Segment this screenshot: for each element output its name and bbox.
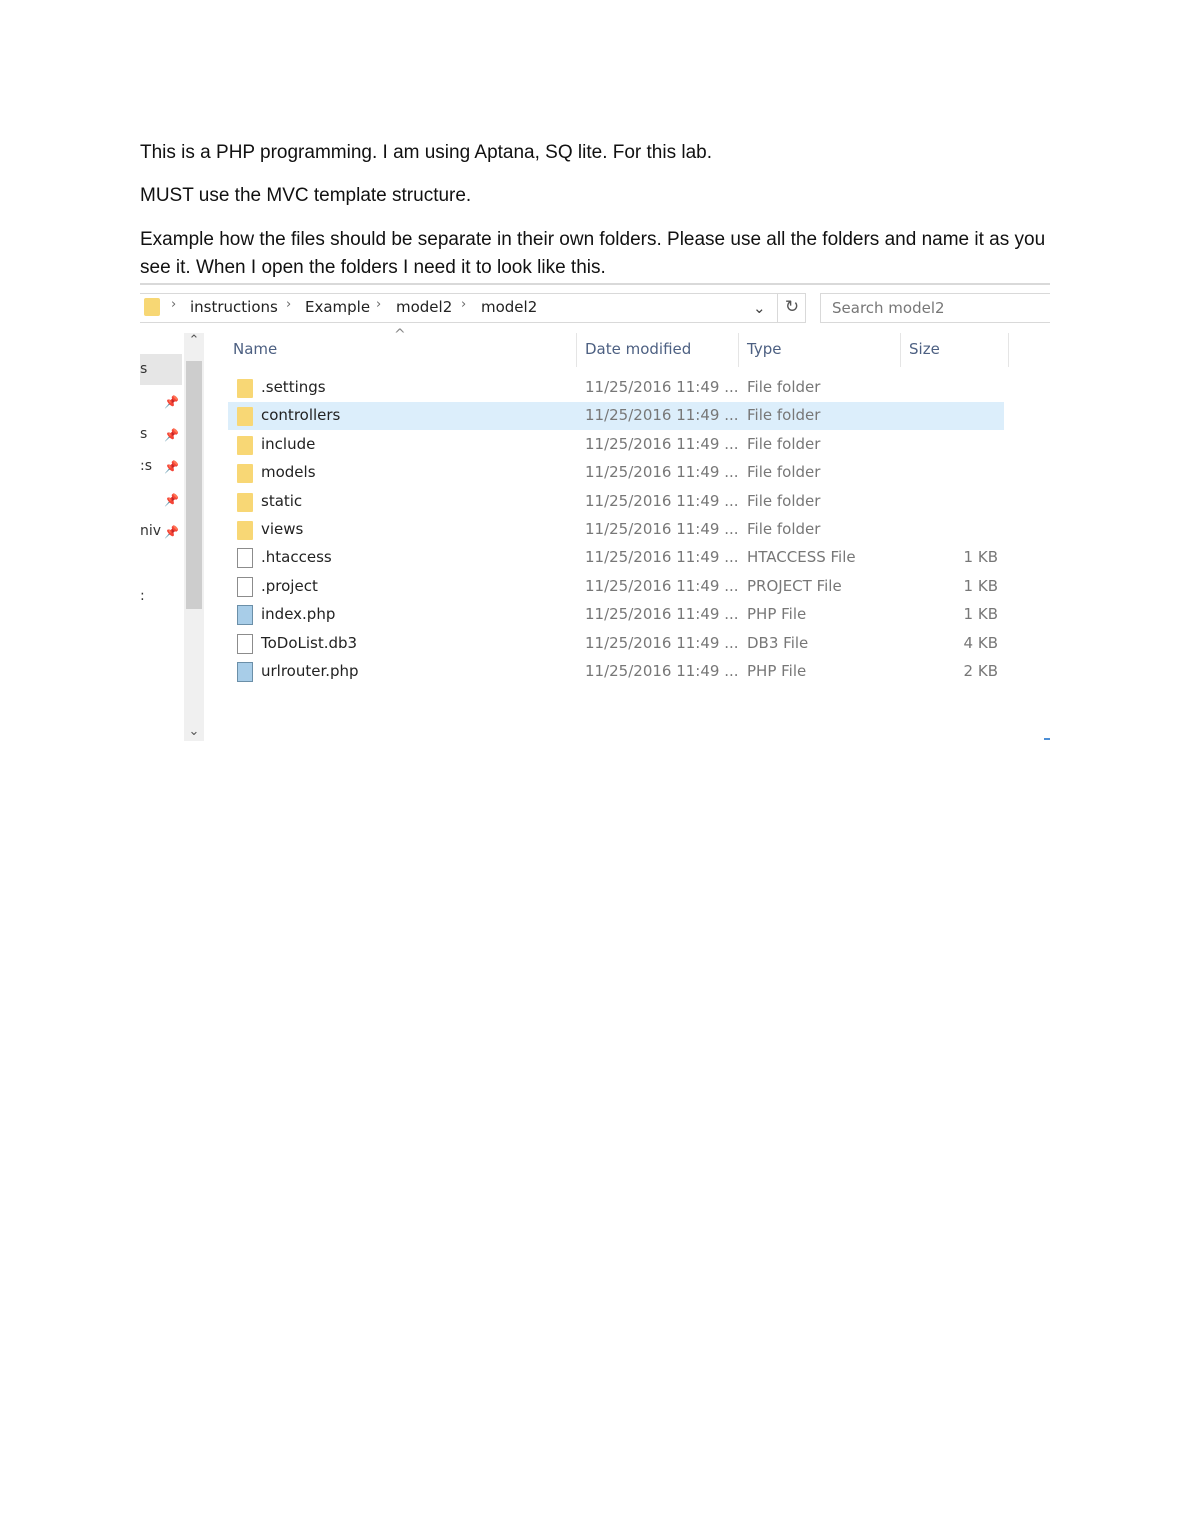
file-name: controllers <box>261 406 341 425</box>
file-date-modified: 11/25/2016 11:49 ... <box>585 378 739 396</box>
folder-icon <box>237 521 253 540</box>
file-name: index.php <box>261 605 336 624</box>
file-size: 1 KB <box>963 605 998 624</box>
file-name: .settings <box>261 378 326 396</box>
nav-item-fragment[interactable]: s <box>140 361 148 377</box>
file-date-modified: 11/25/2016 11:49 ... <box>585 463 739 482</box>
file-type: File folder <box>747 520 821 538</box>
folder-icon <box>237 407 253 426</box>
file-explorer-screenshot <box>140 283 1050 743</box>
file-row[interactable] <box>228 630 1004 658</box>
breadcrumb-instructions[interactable]: instructions <box>190 298 278 316</box>
file-type: PROJECT File <box>747 576 842 595</box>
file-date-modified: 11/25/2016 11:49 ... <box>585 434 739 453</box>
folder-icon <box>237 493 253 512</box>
file-date-modified: 11/25/2016 11:49 ... <box>585 662 739 680</box>
file-name: views <box>261 520 304 538</box>
column-header-size[interactable]: Size <box>909 340 940 358</box>
file-size: 2 KB <box>963 662 998 680</box>
file-size: 1 KB <box>963 548 998 567</box>
file-icon <box>237 634 253 654</box>
file-row[interactable] <box>228 516 1004 544</box>
chevron-right-icon: › <box>286 297 292 312</box>
pin-icon: 📌 <box>164 493 179 507</box>
column-header-type[interactable]: Type <box>747 340 782 358</box>
file-name: .htaccess <box>261 548 332 567</box>
file-type: File folder <box>747 491 821 510</box>
file-row[interactable] <box>228 459 1004 487</box>
folder-icon <box>237 379 253 398</box>
scroll-down-icon[interactable]: ⌄ <box>188 724 200 739</box>
chevron-right-icon: › <box>461 297 467 312</box>
file-icon <box>237 577 253 597</box>
address-bar[interactable] <box>140 293 806 323</box>
scroll-up-icon[interactable]: ⌃ <box>188 333 200 348</box>
divider <box>140 283 1050 285</box>
file-name: static <box>261 491 303 510</box>
file-row[interactable] <box>228 431 1004 459</box>
breadcrumb-example[interactable]: Example <box>305 298 371 316</box>
breadcrumb-model2[interactable]: model2 <box>396 298 453 316</box>
scrollbar-thumb[interactable] <box>186 361 202 609</box>
column-divider[interactable] <box>738 333 739 367</box>
folder-icon <box>237 436 253 455</box>
column-header-date-modified[interactable]: Date modified <box>585 340 692 358</box>
file-type: HTACCESS File <box>747 548 856 567</box>
file-row[interactable] <box>228 488 1004 516</box>
file-name: .project <box>261 576 318 595</box>
folder-icon <box>144 298 160 316</box>
file-icon <box>237 548 253 568</box>
file-name: ToDoList.db3 <box>261 633 358 652</box>
file-date-modified: 11/25/2016 11:49 ... <box>585 605 739 624</box>
file-row[interactable] <box>228 402 1004 430</box>
pin-icon: 📌 <box>164 395 179 409</box>
search-placeholder: Search model2 <box>832 299 945 317</box>
file-row[interactable] <box>228 658 1004 686</box>
file-date-modified: 11/25/2016 11:49 ... <box>585 406 739 425</box>
file-name: models <box>261 463 316 482</box>
chevron-right-icon: › <box>376 297 382 312</box>
file-type: File folder <box>747 406 821 425</box>
file-row[interactable] <box>228 573 1004 601</box>
file-name: include <box>261 434 316 453</box>
file-row[interactable] <box>228 601 1004 629</box>
file-size: 1 KB <box>963 576 998 595</box>
chevron-right-icon: › <box>171 297 177 312</box>
nav-item-fragment[interactable]: niv <box>140 523 162 539</box>
column-header-name[interactable]: Name <box>233 340 278 358</box>
file-date-modified: 11/25/2016 11:49 ... <box>585 633 739 652</box>
nav-item-fragment[interactable]: :s <box>140 458 153 474</box>
file-row[interactable] <box>228 374 1004 402</box>
file-row[interactable] <box>228 544 1004 572</box>
file-date-modified: 11/25/2016 11:49 ... <box>585 520 739 538</box>
column-divider[interactable] <box>1008 333 1009 367</box>
search-input[interactable] <box>820 293 1050 323</box>
nav-item-fragment[interactable]: : <box>140 588 145 604</box>
file-type: File folder <box>747 463 821 482</box>
file-date-modified: 11/25/2016 11:49 ... <box>585 548 739 567</box>
file-date-modified: 11/25/2016 11:49 ... <box>585 576 739 595</box>
file-size: 4 KB <box>963 633 998 652</box>
file-type: PHP File <box>747 605 807 624</box>
file-name: urlrouter.php <box>261 662 359 680</box>
nav-item-fragment[interactable]: s <box>140 426 148 442</box>
pin-icon: 📌 <box>164 460 179 474</box>
sort-ascending-icon: ^ <box>394 327 406 343</box>
refresh-icon[interactable]: ↻ <box>777 294 806 322</box>
breadcrumb-model2-current[interactable]: model2 <box>481 298 538 316</box>
file-type: File folder <box>747 378 821 396</box>
paragraph-folder-instructions: Example how the files should be separate in their own folders. Please use all the folders and name it as you see it. When I open the folders I need it to look like this. <box>140 229 1046 278</box>
pin-icon: 📌 <box>164 428 179 442</box>
column-divider[interactable] <box>576 333 577 367</box>
resize-handle[interactable] <box>1044 738 1050 740</box>
chevron-down-icon[interactable]: ⌄ <box>753 299 766 317</box>
file-type: File folder <box>747 434 821 453</box>
paragraph-mvc-requirement: MUST use the MVC template structure. <box>140 185 472 206</box>
nav-pane-scrollbar[interactable] <box>184 333 204 741</box>
file-date-modified: 11/25/2016 11:49 ... <box>585 491 739 510</box>
file-type: PHP File <box>747 662 807 680</box>
paragraph-intro: This is a PHP programming. I am using Aptana, SQ lite. For this lab. <box>140 142 713 163</box>
pin-icon: 📌 <box>164 525 179 539</box>
folder-icon <box>237 464 253 483</box>
php-file-icon <box>237 605 253 625</box>
column-divider[interactable] <box>900 333 901 367</box>
file-type: DB3 File <box>747 633 809 652</box>
php-file-icon <box>237 662 253 682</box>
